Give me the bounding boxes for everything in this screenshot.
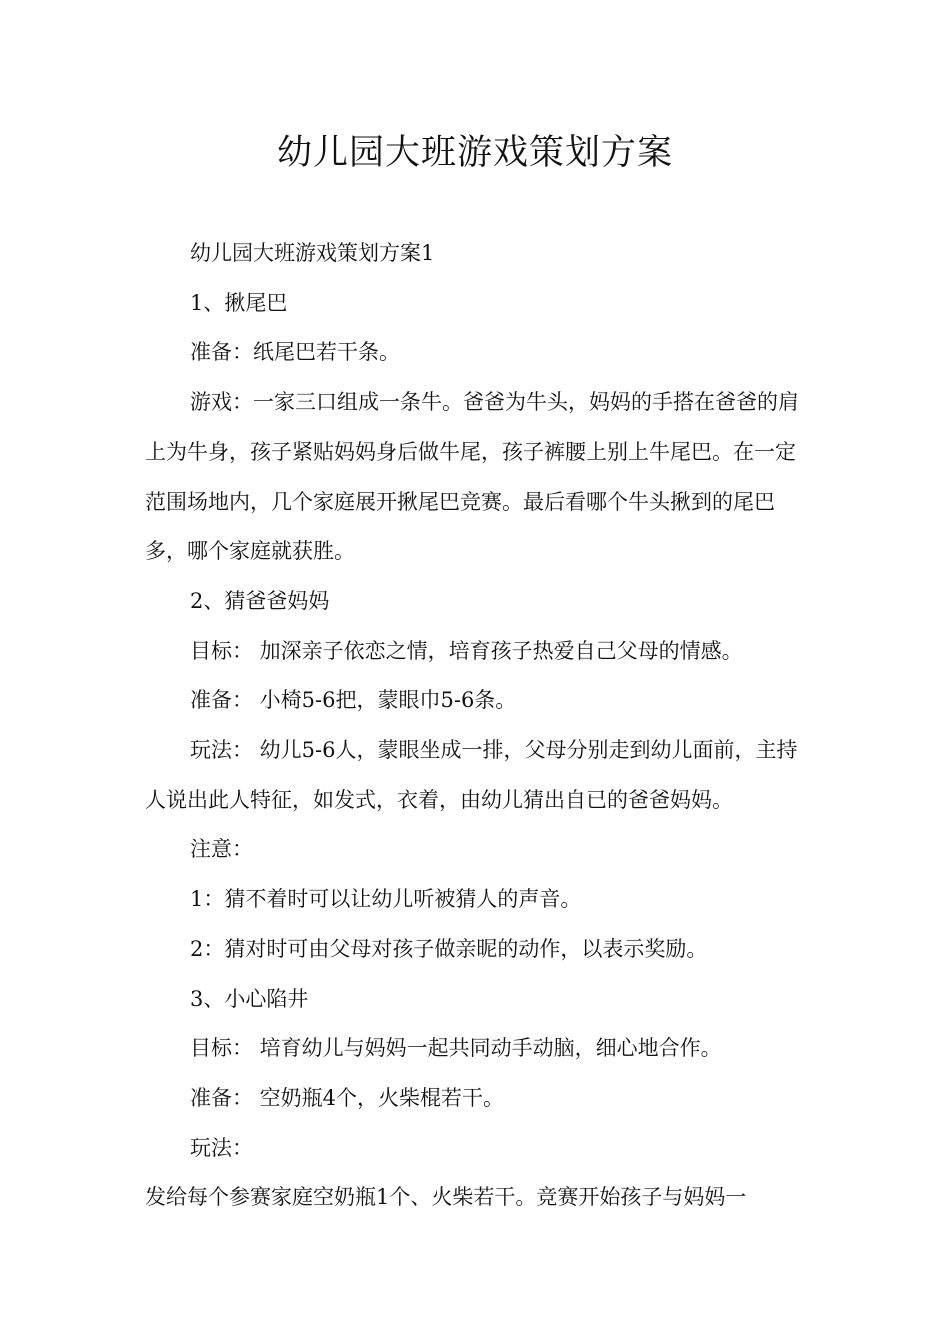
paragraph: 1：猜不着时可以让幼儿听被猜人的声音。 <box>190 887 582 912</box>
paragraph: 发给每个参赛家庭空奶瓶1个、火柴若干。竞赛开始孩子与妈妈一 <box>145 1185 747 1210</box>
game-heading: 2、猜爸爸妈妈 <box>190 588 330 613</box>
paragraph: 准备： 小椅5-6把，蒙眼巾5-6条。 <box>190 688 517 713</box>
paragraph: 准备： 空奶瓶4个，火柴棍若干。 <box>190 1085 505 1110</box>
paragraph: 目标： 培育幼儿与妈妈一起共同动手动脑，细心地合作。 <box>190 1036 722 1061</box>
paragraph: 游戏：一家三口组成一条牛。爸爸为牛头，妈妈的手搭在爸爸的肩上为牛身，孩子紧贴妈妈身后做牛尾，孩子裤腰上别上牛尾巴。在一定范围场地内，几个家庭展开揪尾巴竞赛。最后看哪个牛头揪到的尾巴多，哪个家庭就获胜。 <box>145 390 799 564</box>
paragraph: 注意： <box>190 837 253 862</box>
paragraph: 玩法： 幼儿5-6人，蒙眼坐成一排，父母分别走到幼儿面前，主持人说出此人特征，如发式，衣着，由幼儿猜出自已的爸爸妈妈。 <box>145 738 798 812</box>
game-heading: 3、小心陷井 <box>190 986 309 1011</box>
paragraph: 准备：纸尾巴若干条。 <box>190 340 400 365</box>
section-heading: 幼儿园大班游戏策划方案1 <box>190 241 435 265</box>
paragraph: 目标： 加深亲子依恋之情，培育孩子热爱自己父母的情感。 <box>190 638 743 663</box>
document-body <box>145 229 813 1223</box>
paragraph: 玩法： <box>190 1135 253 1160</box>
document-title: 幼儿园大班游戏策划方案 <box>276 133 673 173</box>
game-heading: 1、揪尾巴 <box>190 290 288 315</box>
paragraph: 2：猜对时可由父母对孩子做亲昵的动作，以表示奖励。 <box>190 936 708 961</box>
